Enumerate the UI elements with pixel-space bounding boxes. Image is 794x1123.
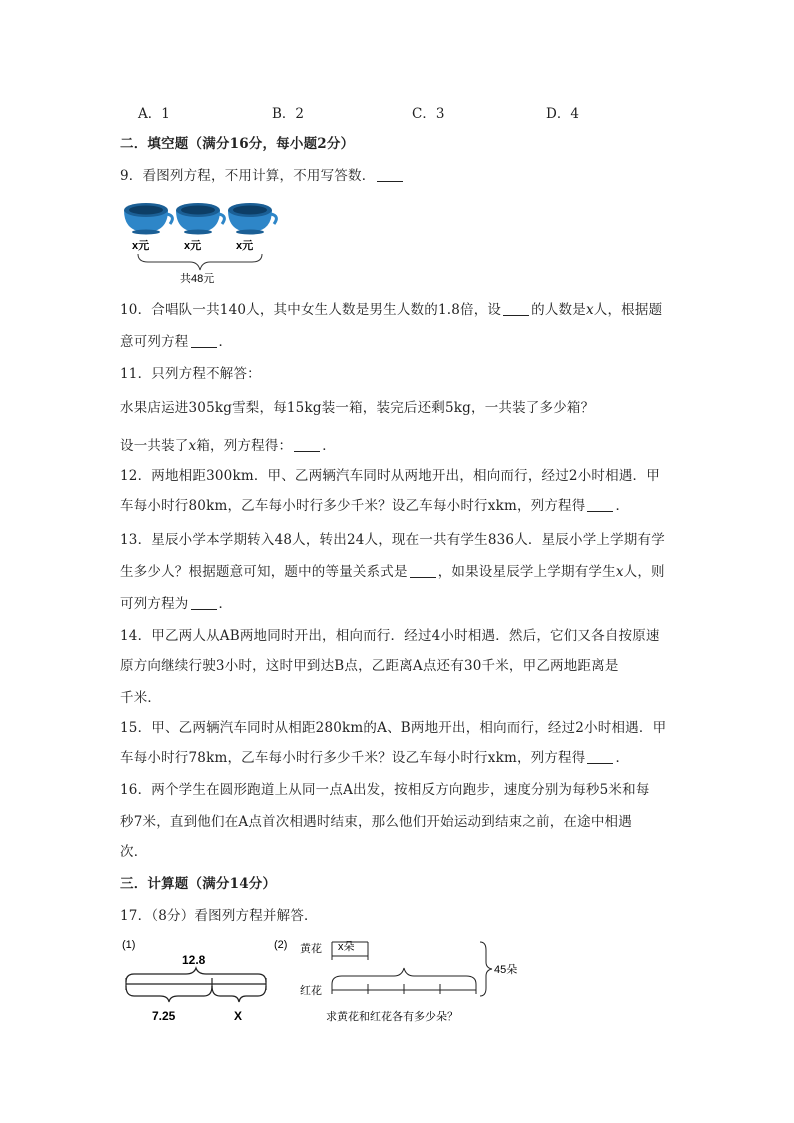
question-13-line2	[120, 562, 665, 582]
top-brace	[126, 968, 266, 982]
cups-figure	[118, 198, 288, 284]
question-10-text: 人，根据题	[593, 302, 663, 318]
question-15-text: 车每小时行78km，乙车每小时行多少千米？设乙车每小时行xkm，列方程得	[120, 750, 586, 766]
total-brace	[138, 254, 262, 270]
question-11-text: 箱，列方程得：	[196, 438, 293, 454]
total-flowers-label: 45朵	[494, 964, 518, 976]
question-14-line2: 原方向继续行驶3小时，这时甲到达B点，乙距离A点还有30千米，甲乙两地距离是	[120, 658, 619, 674]
option-b: B．2	[272, 106, 305, 122]
red-flower-label: 红花	[300, 985, 322, 997]
answer-blank	[191, 595, 217, 610]
question-12-line2: 车每小时行80km，乙车每小时行多少千米？设乙车每小时行xkm，列方程得 ．	[120, 498, 630, 514]
cup-price-label: x元	[132, 240, 150, 252]
section-3-title: 三．计算题（满分14分）	[120, 876, 277, 892]
answer-blank	[410, 563, 436, 578]
answer-blank	[294, 437, 320, 452]
cup-icon	[124, 203, 172, 235]
answer-blank	[503, 301, 529, 316]
segment-figure-2	[270, 934, 530, 1030]
answer-blank	[191, 333, 217, 348]
left-value: 7.25	[152, 1009, 176, 1023]
total-label: 共48元	[180, 273, 215, 284]
question-13-text: 可列方程为	[120, 596, 189, 612]
variable-x: x	[585, 302, 594, 318]
bottom-brace-right	[212, 986, 266, 1002]
question-16-line3: 次．	[120, 844, 148, 860]
question-12: 12．两地相距300km．甲、乙两辆汽车同时从两地开出，相向而行，经过2小时相遇．甲	[120, 468, 660, 484]
answer-blank	[377, 167, 403, 182]
question-14: 14．甲乙两人从AB两地同时开出，相向而行．经过4小时相遇．然后，它们又各自按原速	[120, 628, 660, 644]
answer-blank	[587, 749, 613, 764]
answer-blank	[587, 497, 613, 512]
figure-number: (2)	[274, 939, 288, 951]
answer-options	[120, 102, 680, 122]
question-10-line2: 意可列方程 ．	[120, 334, 233, 350]
question-11-problem: 水果店运进305kg雪梨，每15kg装一箱，装完后还剩5kg，一共装了多少箱？	[120, 400, 595, 416]
question-13-line3: 可列方程为 ．	[120, 596, 233, 612]
question-9-text: 9．看图列方程，不用计算，不用写答数．	[120, 168, 376, 184]
figure-number: (1)	[122, 939, 136, 951]
question-11-title: 11．只列方程不解答：	[120, 366, 261, 382]
option-a: A．1	[138, 106, 170, 122]
unknown-x: X	[234, 1009, 243, 1023]
question-15: 15．甲、乙两辆汽车同时从相距280km的A、B两地开出，相向而行，经过2小时相遇．甲	[120, 720, 667, 736]
total-brace-vertical	[480, 942, 492, 996]
question-12-text: 车每小时行80km，乙车每小时行多少千米？设乙车每小时行xkm，列方程得	[120, 498, 586, 514]
option-c: C．3	[412, 106, 445, 122]
question-10	[120, 300, 662, 320]
cup-price-label: x元	[236, 240, 254, 252]
total-value: 12.8	[182, 953, 206, 967]
section-2-title: 二．填空题（满分16分，每小题2分）	[120, 136, 355, 152]
yellow-flower-label: 黄花	[300, 943, 322, 955]
red-brace	[332, 968, 476, 984]
question-17: 17．（8分）看图列方程并解答．	[120, 908, 318, 924]
question-13-text: 人，则	[623, 564, 665, 580]
x-label: x朵	[338, 941, 355, 953]
question-16-line2: 秒7米，直到他们在A点首次相遇时结束，那么他们开始运动到结束之前，在途中相遇	[120, 814, 632, 830]
cup-icon	[228, 203, 276, 235]
variable-x: x	[188, 438, 197, 454]
question-16: 16．两个学生在圆形跑道上从同一点A出发，按相反方向跑步，速度分别为每秒5米和每	[120, 782, 650, 798]
question-10-text: 10．合唱队一共140人，其中女生人数是男生人数的1.8倍，设	[120, 302, 502, 318]
question-10-text: 的人数是	[531, 302, 586, 318]
question-13-text: 生多少人？根据题意可知，题中的等量关系式是	[120, 564, 408, 580]
flower-question: 求黄花和红花各有多少朵？	[326, 1011, 458, 1023]
question-11-prompt: 设一共装了x箱，列方程得： ．	[120, 438, 336, 454]
question-14-line3: 千米．	[120, 690, 162, 706]
question-9	[120, 166, 405, 186]
question-13-text: ，如果设星辰学上学期有学生	[437, 564, 616, 580]
variable-x: x	[615, 564, 624, 580]
question-13: 13．星辰小学本学期转入48人，转出24人，现在一共有学生836人．星辰小学上学期有学	[120, 532, 665, 548]
bottom-brace-left	[126, 986, 212, 1002]
cup-icon	[176, 203, 224, 235]
question-15-line2: 车每小时行78km，乙车每小时行多少千米？设乙车每小时行xkm，列方程得 ．	[120, 750, 630, 766]
question-10-text: 意可列方程	[120, 334, 189, 350]
cup-price-label: x元	[184, 240, 202, 252]
question-11-text: 设一共装了	[120, 438, 189, 454]
option-d: D．4	[546, 106, 579, 122]
segment-figure-1	[118, 934, 278, 1030]
